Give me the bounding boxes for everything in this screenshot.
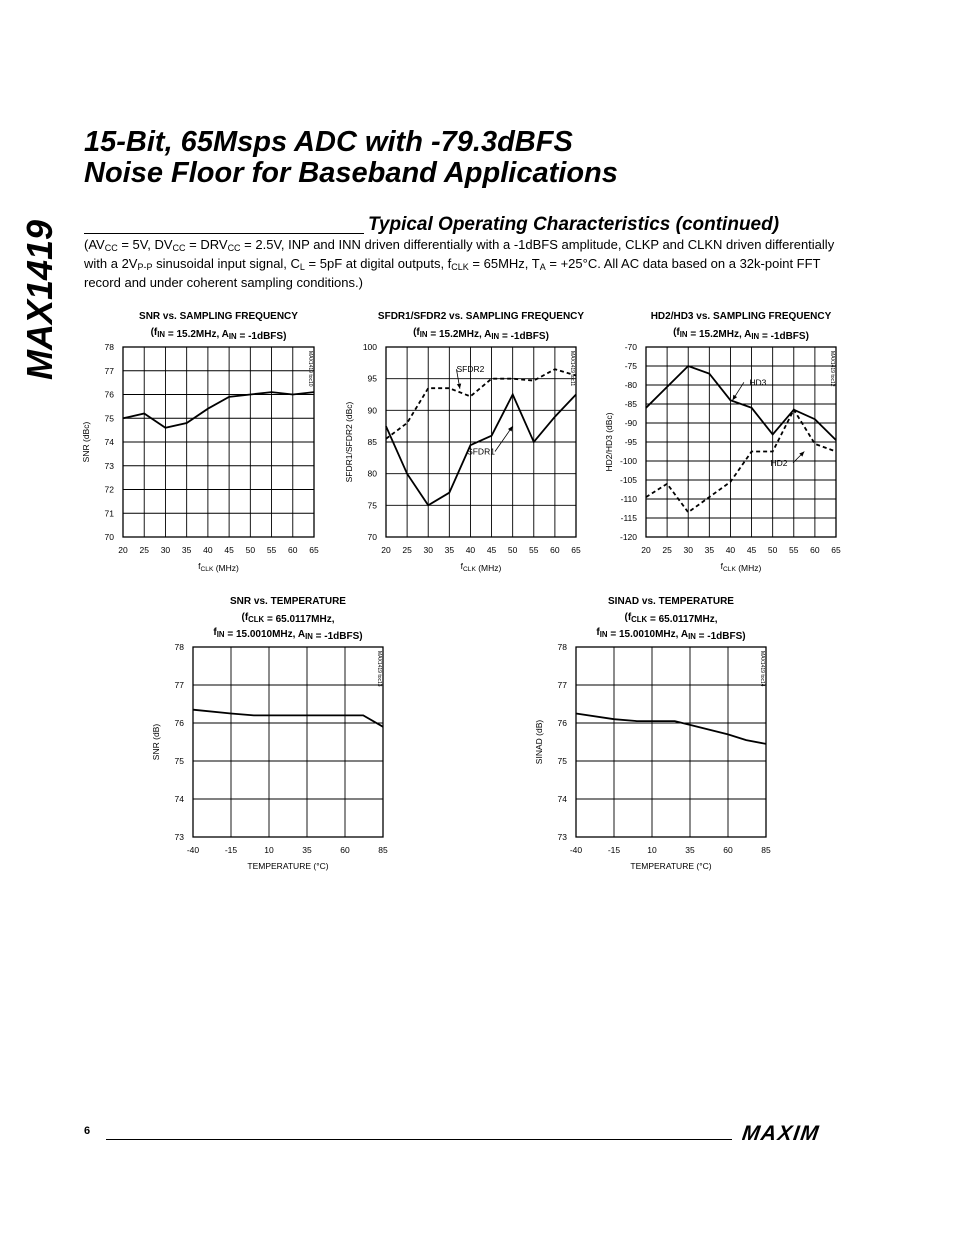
figure-code: MAX1419 toc11 [569, 351, 575, 387]
x-tick-label: -15 [224, 845, 238, 855]
x-tick-label: 30 [423, 545, 433, 555]
y-axis-label: SNR (dBc) [81, 421, 91, 463]
x-tick-label: 40 [465, 545, 476, 555]
y-tick-label: 77 [557, 680, 567, 690]
side-part-number-text: MAX1419 [19, 219, 60, 380]
cond-text: = 5V, DV [117, 237, 173, 252]
chart-title-line: SINAD vs. TEMPERATURE [608, 596, 734, 607]
y-tick-label: 72 [104, 484, 114, 495]
x-tick-label: 35 [444, 545, 455, 555]
y-tick-label: 75 [557, 756, 567, 766]
x-tick-label: 50 [507, 545, 518, 555]
y-axis-label: HD2/HD3 (dBc) [604, 412, 614, 472]
y-tick-label: 75 [104, 413, 114, 424]
cond-text: = DRV [185, 237, 228, 252]
section-rule [84, 233, 364, 234]
page-title-line1: 15-Bit, 65Msps ADC with -79.3dBFS [84, 126, 573, 158]
cond-text: = 5pF at digital outputs, f [304, 256, 452, 271]
cond-text: sinusoidal input signal, C [152, 256, 300, 271]
y-tick-label: 73 [174, 832, 184, 842]
y-axis-label: SFDR1/SFDR2 (dBc) [344, 401, 354, 483]
annotation-arrowhead [508, 426, 513, 431]
y-tick-label: 78 [174, 642, 184, 652]
x-tick-label: 45 [746, 545, 757, 555]
figure-code: MAX1419 toc13 [376, 651, 382, 687]
x-tick-label: 55 [789, 545, 799, 555]
y-tick-label: 70 [104, 532, 114, 542]
x-tick-label: -40 [569, 845, 583, 855]
chart-title-line: ($f_{IN} = 15.2MHz$, $A_{IN}$ = -1dBFS) [413, 327, 549, 342]
y-tick-label: 71 [104, 508, 114, 519]
series-annotation: SFDR1 [467, 446, 495, 457]
x-tick-label: 45 [224, 545, 234, 555]
x-tick-label: 50 [245, 545, 256, 555]
y-axis-label: SNR (dB) [151, 723, 161, 761]
chart-sfdr-vs-sampling-frequency [340, 305, 600, 575]
y-tick-label: -90 [624, 418, 637, 428]
x-tick-label: 55 [266, 545, 277, 555]
chart-snr-vs-sampling-frequency [80, 305, 340, 575]
cond-text: (AV [84, 237, 105, 252]
series-annotation: SFDR2 [456, 364, 485, 375]
chart-title-line: SNR vs. TEMPERATURE [230, 596, 346, 607]
chart-title-line: ($f_{IN} = 15.2MHz$, $A_{IN}$ = -1dBFS) [673, 327, 809, 342]
y-tick-label: -110 [620, 494, 637, 504]
chart-title-line: ($f_{CLK} = 65.0117MHz$, [241, 612, 335, 625]
y-tick-label: -85 [624, 399, 637, 409]
x-tick-label: 25 [139, 545, 149, 555]
y-tick-label: 76 [174, 718, 184, 728]
y-tick-label: 80 [367, 468, 377, 479]
cond-sub: A [539, 262, 546, 272]
c3-svg [600, 305, 860, 575]
x-tick-label: 25 [402, 545, 412, 555]
x-tick-label: 20 [641, 545, 651, 555]
y-tick-label: 85 [367, 437, 377, 447]
x-tick-label: -15 [607, 845, 621, 855]
x-axis-label: $f_{CLK}$ (MHz) [720, 561, 762, 573]
x-tick-label: 35 [704, 545, 715, 555]
cond-text: = 65MHz, T [468, 256, 540, 271]
c5-svg [528, 590, 788, 875]
figure-code: MAX1419 toc10 [307, 351, 313, 387]
x-tick-label: 35 [302, 845, 312, 855]
footer-rule [106, 1139, 732, 1140]
series-line-sfdr2 [386, 369, 576, 439]
cond-sub: L [299, 262, 305, 272]
x-tick-label: 60 [723, 845, 733, 855]
x-tick-label: 85 [761, 845, 771, 855]
chart-title-line: HD2/HD3 vs. SAMPLING FREQUENCY [650, 311, 832, 322]
cond-sub: CC [172, 243, 186, 253]
series-line [193, 710, 383, 727]
x-tick-label: 85 [378, 845, 388, 855]
series-line [576, 714, 766, 744]
cond-sub: P-P [137, 262, 153, 272]
annotation-arrowhead [457, 383, 461, 388]
x-tick-label: 40 [203, 545, 213, 555]
cond-text: = +25°C. All AC data based on a 32k-point FFT record and under coherent sampling conditions.) [84, 256, 821, 290]
chart-hd2-hd3-vs-sampling-frequency [600, 305, 860, 575]
page-title-line2: Noise Floor for Baseband Applications [84, 157, 618, 189]
plot-frame [193, 647, 383, 837]
x-tick-label: 60 [340, 845, 350, 855]
test-conditions [84, 237, 859, 291]
x-tick-label: 65 [831, 545, 841, 555]
y-tick-label: 95 [367, 373, 377, 384]
x-axis-label: TEMPERATURE (°C) [247, 861, 329, 871]
y-tick-label: -120 [619, 532, 637, 542]
chart-title-line: ($f_{CLK} = 65.0117MHz$, [624, 612, 718, 625]
page-title [84, 127, 618, 189]
y-tick-label: 78 [557, 642, 567, 652]
chart-title-line: SFDR1/SFDR2 vs. SAMPLING FREQUENCY [377, 311, 585, 322]
x-axis-label: TEMPERATURE (°C) [630, 861, 712, 871]
y-tick-label: -115 [620, 513, 637, 523]
chart-sinad-vs-temperature [528, 590, 788, 875]
x-tick-label: -40 [186, 845, 200, 855]
c1-svg [80, 305, 340, 575]
cond-text: = 2.5V, INP and INN driven differentially with a -1dBFS amplitude, CLKP and CLKN driven differentially with a 2V [84, 237, 835, 271]
y-tick-label: -95 [624, 437, 637, 447]
y-tick-label: 74 [557, 794, 567, 804]
x-axis-label: $f_{CLK}$ (MHz) [460, 561, 502, 573]
y-tick-label: 76 [557, 718, 567, 728]
cond-sub: CC [227, 243, 241, 253]
y-tick-label: 100 [362, 342, 377, 352]
chart-snr-vs-temperature [145, 590, 405, 875]
side-part-number [4, 208, 66, 388]
y-tick-label: 75 [174, 756, 184, 766]
y-axis-label: SINAD (dB) [534, 719, 544, 765]
y-tick-label: 70 [367, 532, 377, 542]
x-tick-label: 60 [288, 545, 298, 555]
series-annotation: HD2 [770, 457, 788, 468]
y-tick-label: 77 [104, 365, 114, 376]
section-title: Typical Operating Characteristics (continued) [368, 214, 780, 235]
x-tick-label: 60 [810, 545, 820, 555]
maxim-logo-text: MAXIM [742, 1122, 822, 1145]
x-tick-label: 35 [181, 545, 192, 555]
x-tick-label: 60 [550, 545, 560, 555]
y-tick-label: 74 [104, 437, 114, 447]
x-tick-label: 55 [529, 545, 539, 555]
y-tick-label: -80 [624, 380, 637, 390]
page-number: 6 [84, 1125, 91, 1137]
series-annotation: HD3 [749, 377, 767, 388]
series-line-hd3 [646, 366, 836, 440]
x-tick-label: 65 [309, 545, 319, 555]
annotation-arrowhead [733, 395, 738, 400]
y-tick-label: 77 [174, 680, 184, 690]
figure-code: MAX1419 toc14 [759, 651, 765, 687]
chart-title-line: ($f_{IN} = 15.2MHz$, $A_{IN}$ = -1dBFS) [150, 327, 287, 342]
y-tick-label: 74 [174, 794, 184, 804]
x-tick-label: 10 [264, 845, 274, 855]
x-tick-label: 25 [662, 545, 672, 555]
y-tick-label: 75 [367, 500, 377, 511]
series-line [123, 392, 314, 428]
plot-frame [576, 647, 766, 837]
x-tick-label: 30 [683, 545, 693, 555]
y-tick-label: 78 [104, 342, 114, 352]
y-tick-label: -70 [624, 342, 637, 352]
y-tick-label: 90 [367, 405, 377, 416]
chart-title-line: $f_{IN} = 15.0010MHz$, $A_{IN}$ = -1dBFS) [213, 627, 363, 642]
x-tick-label: 50 [767, 545, 778, 555]
y-tick-label: 73 [104, 460, 114, 471]
cond-sub: CC [104, 243, 118, 253]
y-tick-label: -75 [624, 361, 637, 371]
y-tick-label: -105 [619, 475, 637, 485]
x-tick-label: 20 [381, 545, 391, 555]
y-tick-label: -100 [619, 456, 637, 466]
x-tick-label: 30 [160, 545, 171, 555]
x-tick-label: 20 [118, 545, 128, 555]
chart-title-line: SNR vs. SAMPLING FREQUENCY [139, 311, 298, 322]
x-tick-label: 65 [571, 545, 581, 555]
x-tick-label: 40 [725, 545, 736, 555]
maxim-logo [742, 1121, 854, 1150]
y-tick-label: 76 [104, 389, 114, 400]
y-tick-label: 73 [557, 832, 567, 842]
cond-sub: CLK [451, 262, 469, 272]
figure-code: MAX1419 toc12 [829, 351, 835, 387]
x-axis-label: $f_{CLK}$ (MHz) [198, 561, 239, 573]
chart-title-line: $f_{IN} = 15.0010MHz$, $A_{IN}$ = -1dBFS) [596, 627, 746, 642]
c2-svg [340, 305, 600, 575]
c4-svg [145, 590, 405, 875]
x-tick-label: 45 [486, 545, 497, 555]
x-tick-label: 35 [685, 845, 695, 855]
x-tick-label: 10 [647, 845, 657, 855]
